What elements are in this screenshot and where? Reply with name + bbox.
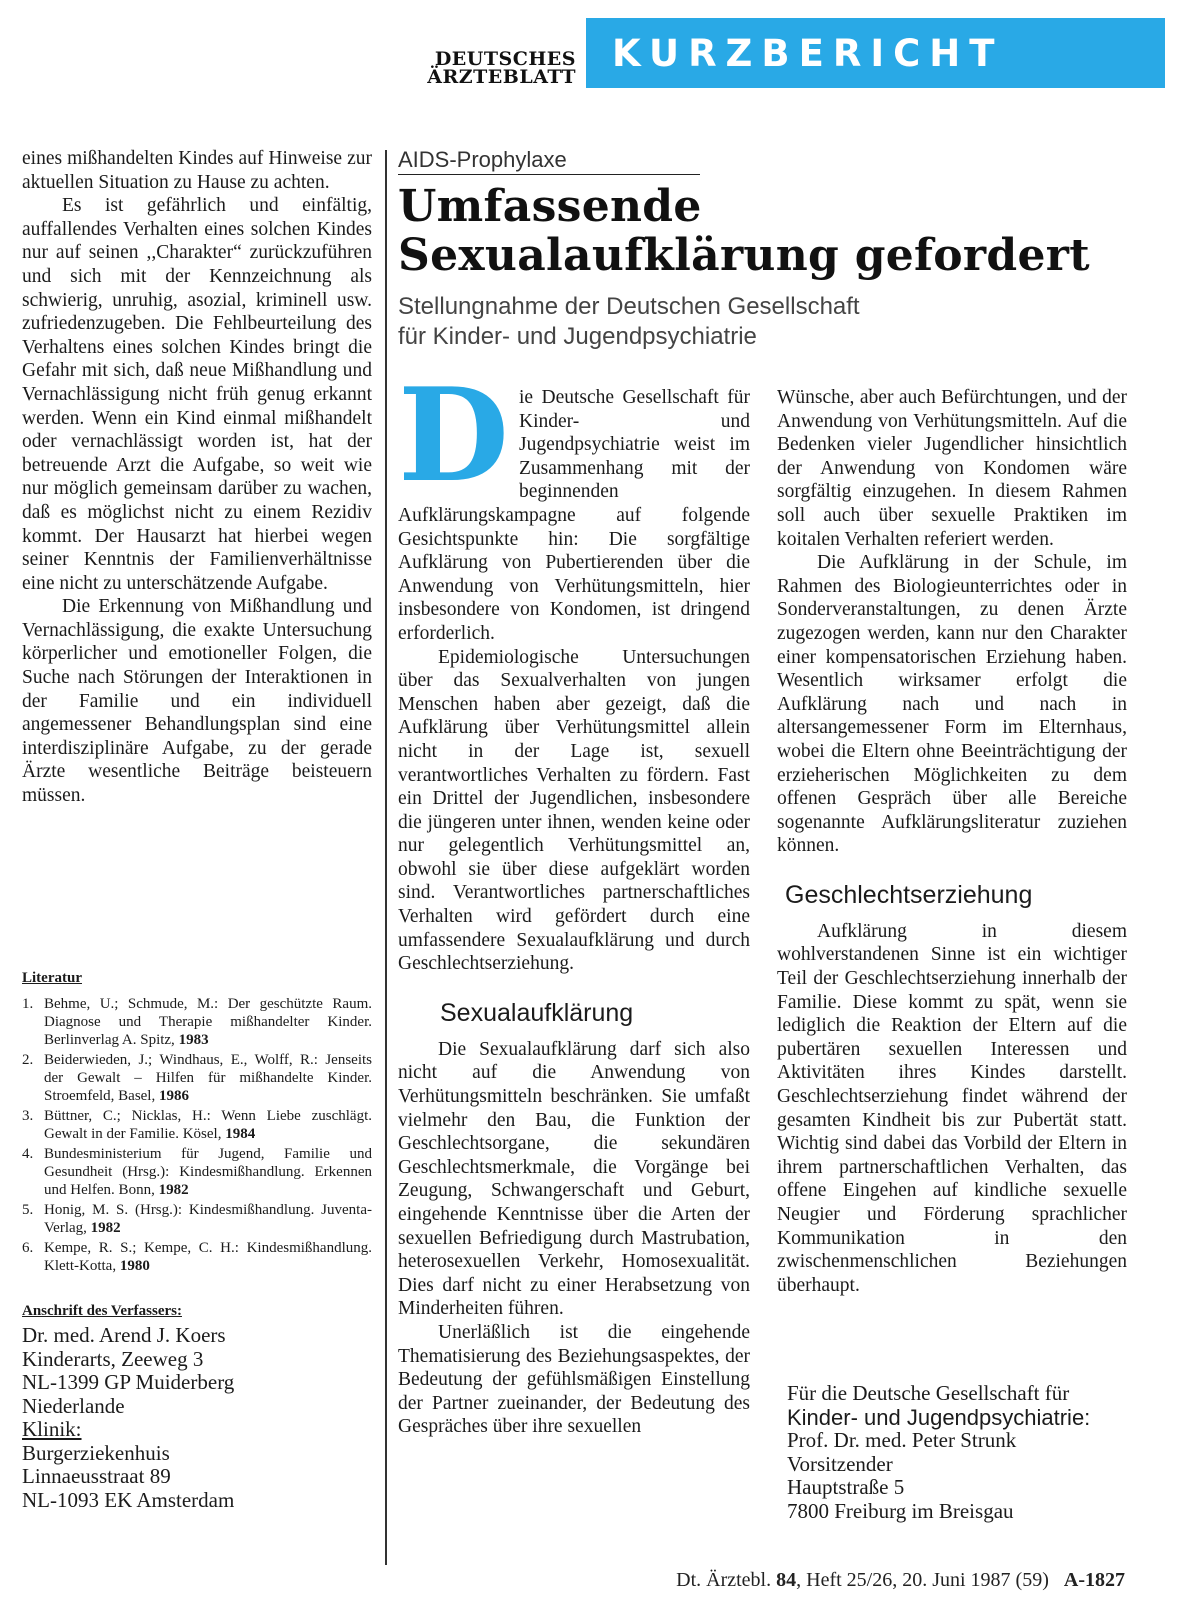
article-paragraph: Unerläßlich ist die eingehende Thematisierung des Beziehungsaspektes, der Bedeutung der gefühlsmäßigen Einstellung der Partner zueinander, der Bedeutung des Gespräches über ihre sexuellen	[398, 1321, 750, 1438]
kicker-block	[398, 146, 700, 175]
address-line: NL-1399 GP Muiderberg	[22, 1370, 235, 1394]
col1-paragraph-1: eines mißhandelten Kindes auf Hinweise zur aktuellen Situation zu Hause zu achten.	[22, 148, 372, 193]
address-heading: Anschrift des Verfassers:	[22, 1303, 182, 1319]
deck-line-2: für Kinder- und Jugendpsychiatrie	[398, 323, 757, 350]
signature-line: Hauptstraße 5	[787, 1475, 905, 1499]
masthead-line-1: DEUTSCHES	[434, 48, 576, 70]
masthead-line-2: ÄRZTEBLATT	[427, 66, 576, 88]
deck-line-1: Stellungnahme der Deutschen Gesellschaft	[398, 293, 860, 320]
reference-item: 6. Kempe, R. S.; Kempe, C. H.: Kindesmißhandlung. Klett-Kotta, 1980	[22, 1240, 372, 1274]
reference-item: 4. Bundesministerium für Jugend, Familie und Gesundheit (Hrsg.): Kindesmißhandlung. Erkennen und Helfen. Bonn, 1982	[22, 1146, 372, 1198]
footer-journal: Dt. Ärztebl.	[676, 1569, 772, 1591]
author-address	[22, 1303, 372, 1512]
reference-item: 3. Büttner, C.; Nicklas, H.: Wenn Liebe zuschlägt. Gewalt in der Familie. Kösel, 1984	[22, 1108, 372, 1142]
literature-section	[22, 970, 372, 1277]
article-headline	[398, 182, 1168, 280]
footer-volume: 84	[776, 1569, 797, 1591]
subheading-geschlechtserziehung: Geschlechtserziehung	[785, 880, 1033, 909]
lead-paragraph: Die Deutsche Gesellschaft für Kinder- und Jugendpsychiatrie weist im Zusammenhang mit der beginnenden Aufklärungskampagne auf folgende Gesichtspunkte hin: Die sorgfältige Aufklärung von Pubertierenden über die Anwendung von Verhütungsmitteln, hier insbesondere von Kondomen, ist dringend erforderlich.	[398, 361, 750, 644]
signature-line: Für die Deutsche Gesellschaft für	[787, 1381, 1070, 1405]
reference-item: 5. Honig, M. S. (Hrsg.): Kindesmißhandlung. Juventa-Verlag, 1982	[22, 1202, 372, 1236]
address-line: Dr. med. Arend J. Koers	[22, 1323, 226, 1347]
signature-line: 7800 Freiburg im Breisgau	[787, 1498, 1014, 1523]
section-title: KURZBERICHT	[612, 32, 1004, 75]
clinic-label: Klinik:	[22, 1417, 82, 1441]
footer-page-number: A-1827	[1063, 1569, 1125, 1591]
address-line: Kinderarts, Zeeweg 3	[22, 1346, 204, 1371]
column-left	[22, 147, 372, 808]
signature-line: Kinder- und Jugendpsychiatrie:	[787, 1404, 1091, 1430]
article-paragraph: Die Sexualaufklärung darf sich also nicht auf die Anwendung von Verhütungsmitteln beschränken. Sie umfaßt vielmehr den Bau, die Funktion der Geschlechtsorgane, die sekundären Geschlechtsmerkmale, die Vorgänge bei Zeugung, Schwangerschaft und Geburt, eingehende Kenntnisse über die Arten der sexuellen Befriedigung durch Mastrubation, heterosexuellen Verkehr, Homosexualität. Dies darf nicht zu einer Herabsetzung von Minderheiten führen.	[398, 1038, 750, 1320]
column-middle	[398, 361, 750, 1439]
article-deck	[398, 292, 1118, 352]
address-line: Niederlande	[22, 1393, 125, 1418]
col1-paragraph-3: Die Erkennung von Mißhandlung und Vernachlässigung, die exakte Untersuchung körperlicher und emotioneller Folgen, die Suche nach Störungen der Interaktionen in der Familie und ein individuell angemessener Behandlungsplan sind eine interdisziplinäre Aufgabe, zu der gerade Ärzte wesentliche Beiträge beisteuern müssen.	[22, 596, 372, 807]
page-footer	[600, 1568, 1125, 1592]
footer-issue: , Heft 25/26, 20. Juni 1987 (59)	[796, 1569, 1049, 1591]
literature-heading: Literatur	[22, 970, 82, 986]
masthead-logo	[404, 50, 576, 86]
clinic-line: Burgerziekenhuis	[22, 1440, 170, 1465]
column-right	[777, 386, 1127, 1297]
col1-paragraph-2: Es ist gefährlich und einfältig, auffallendes Verhalten eines solchen Kindes nur auf seinen ,,Charakter“ zurückzuführen und sich mit der Kennzeichnung als schwierig, unruhig, asozial, kriminell usw. zufriedenzugeben. Die Fehlbeurteilung des Verhaltens eines solchen Kindes bringt die Gefahr mit sich, daß neue Mißhandlung und Vernachlässigung nicht früh genug erkannt werden. Wenn ein Kind einmal mißhandelt oder vernachlässigt worden ist, hat der betreuende Arzt die Aufgabe, so weit wie nur möglich gemeinsam darüber zu wachen, daß es möglichst nicht zu einem Rezidiv kommt. Der Hausarzt hat hierbei wegen seiner Kenntnis der Familienverhältnisse eine nicht zu unterschätzende Aufgabe.	[22, 195, 372, 594]
reference-list	[22, 995, 372, 1275]
reference-item: 2. Beiderwieden, J.; Windhaus, E., Wolff, R.: Jenseits der Gewalt – Hilfen für mißhandelte Kinder. Stroemfeld, Basel, 1986	[22, 1052, 372, 1104]
headline-line-2: Sexualaufklärung gefordert	[398, 230, 1090, 281]
drop-cap: D	[398, 361, 509, 511]
signature-block	[787, 1382, 1147, 1523]
clinic-line: NL-1093 EK Amsterdam	[22, 1487, 235, 1512]
signature-line: Vorsitzender	[787, 1451, 893, 1476]
article-paragraph: Die Aufklärung in der Schule, im Rahmen des Biologieunterrichtes oder in Sonderveranstaltungen, zu denen Ärzte zugezogen werden, kann nur den Charakter einer kompensatorischen Erziehung haben. Wesentlich wirksamer erfolgt die Aufklärung nach und nach in altersangemessener Form im Elternhaus, wobei die Eltern ohne Beeinträchtigung der erzieherischen Möglichkeiten zu dem offenen Gespräch über alle Bereiche sogenannte Aufklärungsliteratur zuziehen können.	[777, 552, 1127, 857]
headline-line-1: Umfassende	[398, 181, 702, 232]
subheading-sexualaufklaerung: Sexualaufklärung	[440, 998, 634, 1027]
article-paragraph: Epidemiologische Untersuchungen über das Sexualverhalten von jungen Menschen haben aber gezeigt, daß die Aufklärung über Verhütungsmittel allein nicht in der Lage ist, sexuell verantwortliches Verhalten zu fördern. Fast ein Drittel der Jugendlichen, insbesondere die jüngeren unter ihnen, wenden keine oder nur gelegentlich Verhütungsmittel an, obwohl sie über diese aufgeklärt worden sind. Verantwortliches partnerschaftliches Verhalten wird gefördert durch eine umfassendere Sexualaufklärung und durch Geschlechtserziehung.	[398, 646, 750, 975]
clinic-line: Linnaeusstraat 89	[22, 1464, 171, 1488]
article-paragraph: Wünsche, aber auch Befürchtungen, und der Anwendung von Verhütungsmitteln. Auf die Bedenken vieler Jugendlicher hinsichtlich der Anwendung von Kondomen wäre sorgfältig einzugehen. In diesem Rahmen soll auch über sexuelle Praktiken im koitalen Verhalten referiert werden.	[777, 387, 1127, 550]
article-kicker: AIDS-Prophylaxe	[398, 147, 567, 172]
reference-item: 1. Behme, U.; Schmude, M.: Der geschützte Raum. Diagnose und Therapie mißhandelter Kinder. Berlinverlag A. Spitz, 1983	[22, 996, 372, 1048]
article-paragraph: Aufklärung in diesem wohlverstandenen Sinne ist ein wichtiger Teil der Geschlechtserziehung innerhalb der Familie. Diese kommt zu spät, wenn sie lediglich die Reaktion der Eltern auf die pubertären sexuellen Interessen und Aktivitäten ihres Kindes darstellt. Geschlechtserziehung findet während der gesamten Kindheit bis zur Pubertät statt. Wichtig sind dabei das Vorbild der Eltern in ihrem partnerschaftlichen Verhalten, das offene Eingehen auf kindliche sexuelle Neugier und Förderung sprachlicher Kommunikation in den zwischenmenschlichen Beziehungen überhaupt.	[777, 920, 1127, 1296]
section-banner	[586, 18, 1165, 88]
signature-line: Prof. Dr. med. Peter Strunk	[787, 1428, 1017, 1452]
column-divider	[385, 150, 387, 1565]
